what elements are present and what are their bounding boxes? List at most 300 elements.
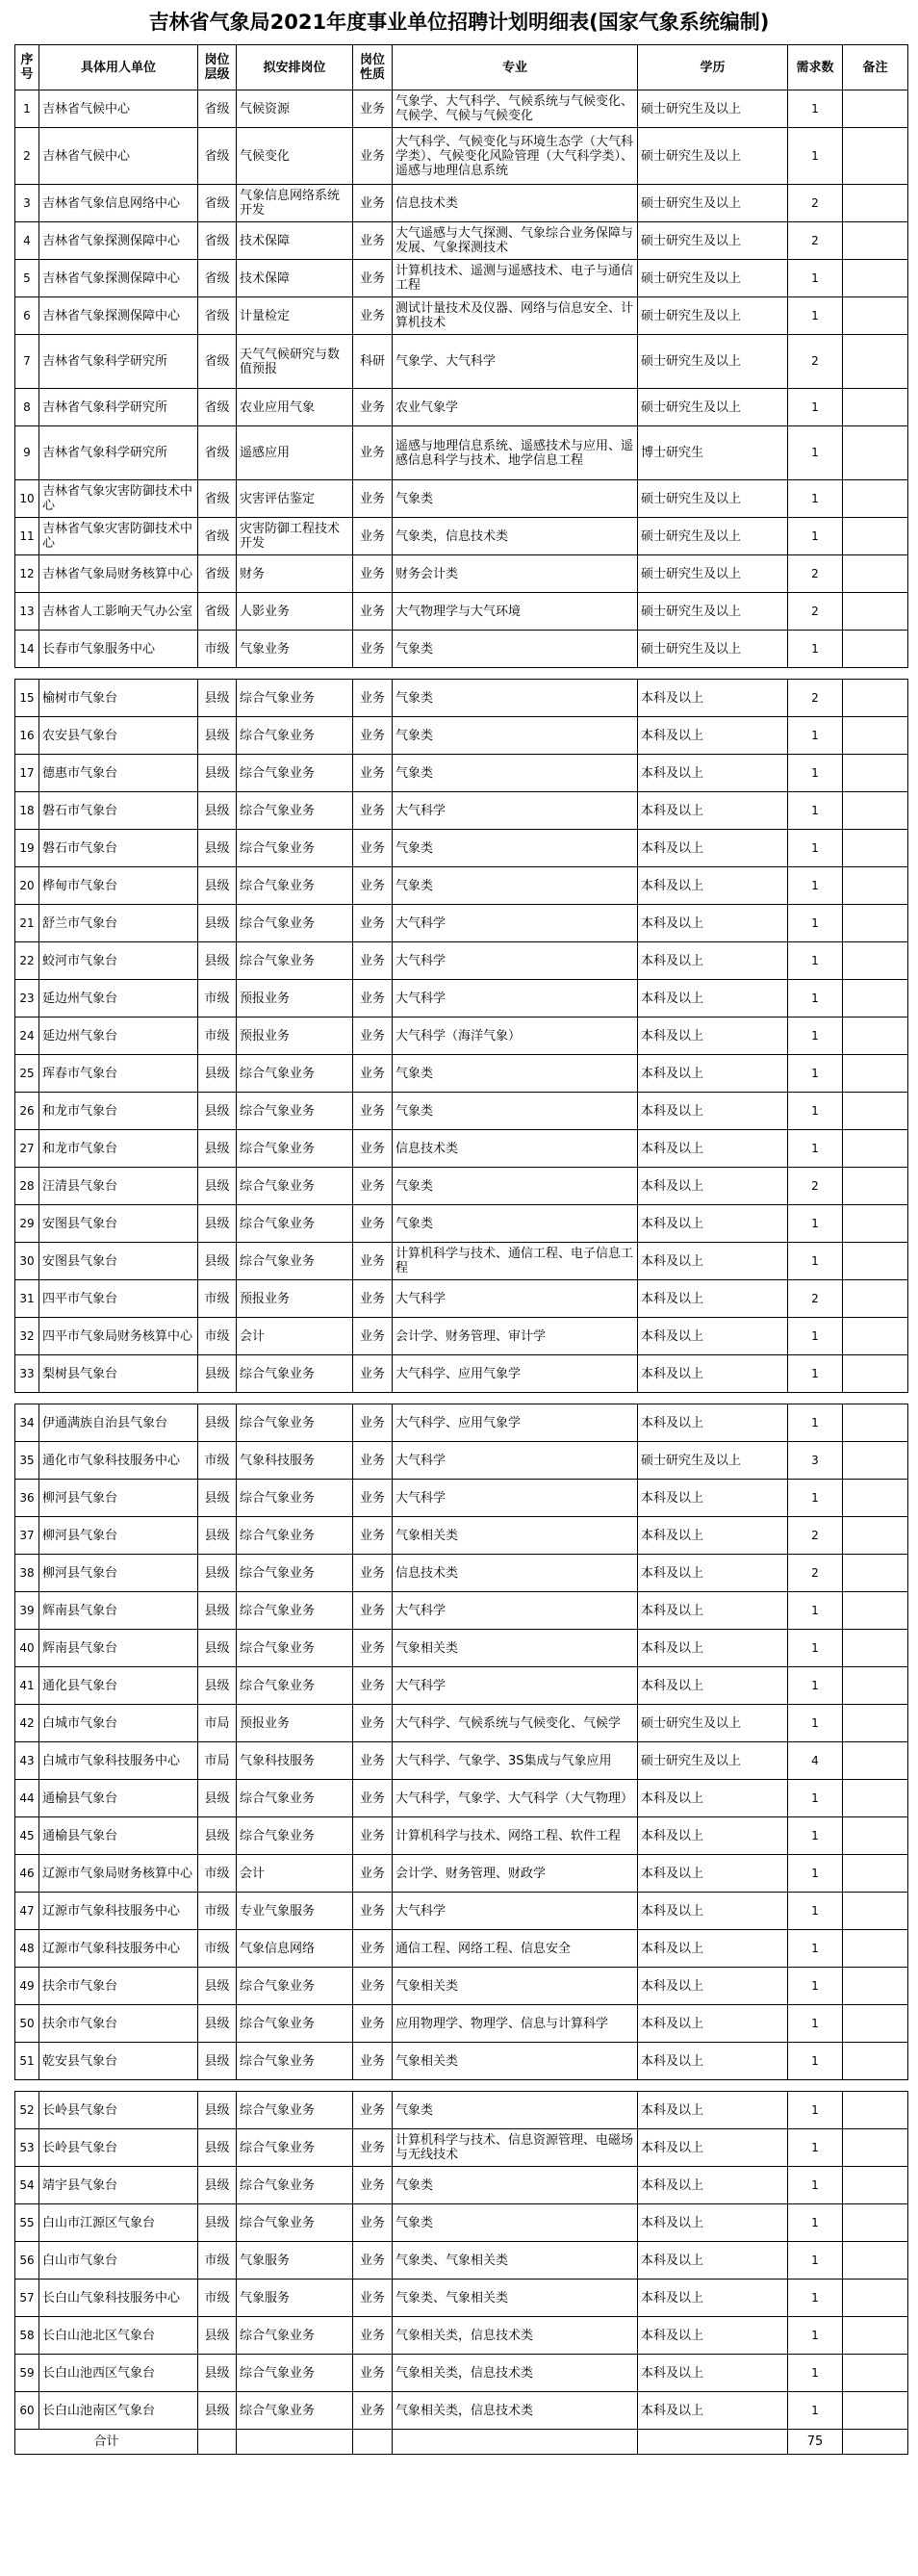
- cell-unit: 吉林省气象灾害防御技术中心: [38, 480, 197, 517]
- cell-education: 硕士研究生及以上: [637, 518, 787, 554]
- cell-no: 12: [14, 555, 38, 592]
- cell-count: 3: [787, 1442, 842, 1479]
- cell-count: 1: [787, 90, 842, 127]
- cell-nature: 业务: [352, 1780, 392, 1816]
- cell-nature: 业务: [352, 1555, 392, 1591]
- cell-level: 县级: [197, 1667, 236, 1704]
- cell-count: 2: [787, 593, 842, 630]
- cell-unit: 磐石市气象台: [38, 830, 197, 866]
- cell-major: 大气科学: [392, 942, 637, 979]
- cell-major: 气象相关类，信息技术类: [392, 2317, 637, 2354]
- cell-education: 硕士研究生及以上: [637, 185, 787, 221]
- cell-position: 灾害防御工程技术开发: [236, 518, 352, 554]
- cell-level: 市级: [197, 1855, 236, 1892]
- table-row: [14, 2129, 908, 2167]
- cell-nature: 业务: [352, 2129, 392, 2166]
- cell-level: 县级: [197, 1055, 236, 1092]
- cell-unit: 白城市气象科技服务中心: [38, 1742, 197, 1779]
- cell-education: 本科及以上: [637, 2317, 787, 2354]
- cell-no: 43: [14, 1742, 38, 1779]
- cell-note: [842, 1093, 908, 1129]
- table-row: [14, 1968, 908, 2005]
- cell-no: 5: [14, 260, 38, 296]
- cell-position: 综合气象业务: [236, 830, 352, 866]
- cell-major: 气象学、大气科学、气候系统与气候变化、气候学、气候与气候变化: [392, 90, 637, 127]
- cell-education: 本科及以上: [637, 2092, 787, 2128]
- cell-level: 县级: [197, 1355, 236, 1392]
- cell-major: 信息技术类: [392, 1130, 637, 1167]
- cell-nature: 业务: [352, 867, 392, 904]
- cell-note: [842, 2204, 908, 2241]
- cell-major: 气象类: [392, 2167, 637, 2203]
- cell-major: 会计学、财务管理、审计学: [392, 1318, 637, 1354]
- table-row: [14, 593, 908, 631]
- cell-level: 县级: [197, 2317, 236, 2354]
- cell-education: 本科及以上: [637, 792, 787, 829]
- cell-no: 29: [14, 1205, 38, 1242]
- cell-education: 本科及以上: [637, 1480, 787, 1516]
- cell-note: [842, 867, 908, 904]
- cell-unit: 蛟河市气象台: [38, 942, 197, 979]
- cell-major: 大气科学，气象学、大气科学（大气物理）: [392, 1780, 637, 1816]
- table-row: [14, 1243, 908, 1280]
- cell-position: 综合气象业务: [236, 792, 352, 829]
- cell-education: 本科及以上: [637, 2129, 787, 2166]
- cell-no: 30: [14, 1243, 38, 1279]
- table-row: [14, 222, 908, 260]
- cell-count: 1: [787, 1968, 842, 2004]
- cell-education: 硕士研究生及以上: [637, 389, 787, 425]
- cell-count: 2: [787, 555, 842, 592]
- cell-position: 气象业务: [236, 631, 352, 667]
- cell-education: 本科及以上: [637, 680, 787, 716]
- cell-nature: 业务: [352, 1930, 392, 1967]
- cell-count: 2: [787, 1280, 842, 1317]
- table-row: [14, 1592, 908, 1630]
- cell-level: 县级: [197, 1630, 236, 1666]
- cell-note: [842, 1480, 908, 1516]
- cell-unit: 长白山池南区气象台: [38, 2392, 197, 2429]
- cell-unit: 辽源市气象局财务核算中心: [38, 1855, 197, 1892]
- cell-position: 综合气象业务: [236, 1817, 352, 1854]
- cell-education: 本科及以上: [637, 1968, 787, 2004]
- cell-position: 综合气象业务: [236, 2355, 352, 2391]
- table-row: [14, 1555, 908, 1592]
- table-row: [14, 2092, 908, 2129]
- cell-count: 1: [787, 518, 842, 554]
- cell-nature: 业务: [352, 1055, 392, 1092]
- cell-no: 60: [14, 2392, 38, 2429]
- table-row: [14, 555, 908, 593]
- cell-major: 大气科学、应用气象学: [392, 1404, 637, 1441]
- cell-position: 综合气象业务: [236, 942, 352, 979]
- total-row: [14, 2430, 908, 2455]
- cell-no: 13: [14, 593, 38, 630]
- cell-note: [842, 1243, 908, 1279]
- cell-count: 1: [787, 426, 842, 479]
- cell-major: 大气科学: [392, 1280, 637, 1317]
- cell-note: [842, 1592, 908, 1629]
- cell-unit: 吉林省气象科学研究所: [38, 335, 197, 388]
- cell-nature: 业务: [352, 90, 392, 127]
- cell-level: 县级: [197, 830, 236, 866]
- cell-position: 综合气象业务: [236, 2129, 352, 2166]
- cell-nature: 业务: [352, 1442, 392, 1479]
- cell-major: 农业气象学: [392, 389, 637, 425]
- cell-nature: 业务: [352, 128, 392, 184]
- cell-unit: 梨树县气象台: [38, 1355, 197, 1392]
- cell-education: 硕士研究生及以上: [637, 593, 787, 630]
- cell-note: [842, 2242, 908, 2279]
- cell-education: 本科及以上: [637, 1168, 787, 1204]
- cell-position: 会计: [236, 1318, 352, 1354]
- cell-nature: 业务: [352, 905, 392, 941]
- cell-education: 本科及以上: [637, 1093, 787, 1129]
- cell-unit: 通化县气象台: [38, 1667, 197, 1704]
- cell-education: 本科及以上: [637, 1205, 787, 1242]
- cell-count: 1: [787, 2005, 842, 2042]
- table-row: [14, 1817, 908, 1855]
- cell-count: 4: [787, 1742, 842, 1779]
- cell-no: 32: [14, 1318, 38, 1354]
- cell-major: 计算机技术、遥测与遥感技术、电子与通信工程: [392, 260, 637, 296]
- cell-position: 综合气象业务: [236, 1555, 352, 1591]
- cell-nature: 业务: [352, 480, 392, 517]
- cell-nature: 业务: [352, 1205, 392, 1242]
- cell-note: [842, 1404, 908, 1441]
- cell-position: 气候资源: [236, 90, 352, 127]
- cell-note: [842, 222, 908, 259]
- cell-note: [842, 260, 908, 296]
- cell-level: 县级: [197, 1168, 236, 1204]
- cell-position: 灾害评估鉴定: [236, 480, 352, 517]
- cell-major: 财务会计类: [392, 555, 637, 592]
- cell-position: 综合气象业务: [236, 1592, 352, 1629]
- header-position: 拟安排岗位: [236, 45, 352, 90]
- cell-no: 48: [14, 1930, 38, 1967]
- cell-education: 本科及以上: [637, 830, 787, 866]
- cell-no: 16: [14, 717, 38, 754]
- cell-position: 综合气象业务: [236, 1243, 352, 1279]
- cell-major: 测试计量技术及仪器、网络与信息安全、计算机技术: [392, 297, 637, 334]
- cell-level: 县级: [197, 1404, 236, 1441]
- cell-education: 硕士研究生及以上: [637, 631, 787, 667]
- cell-education: 硕士研究生及以上: [637, 555, 787, 592]
- cell-no: 4: [14, 222, 38, 259]
- cell-major: 气象类: [392, 1055, 637, 1092]
- table-row: [14, 755, 908, 792]
- cell-nature: 业务: [352, 2005, 392, 2042]
- cell-nature: 业务: [352, 1404, 392, 1441]
- cell-count: 2: [787, 680, 842, 716]
- cell-note: [842, 1630, 908, 1666]
- cell-count: 2: [787, 335, 842, 388]
- table-row: [14, 1855, 908, 1893]
- cell-unit: 榆树市气象台: [38, 680, 197, 716]
- cell-education: 硕士研究生及以上: [637, 1442, 787, 1479]
- cell-note: [842, 1893, 908, 1929]
- page-title: 吉林省气象局2021年度事业单位招聘计划明细表(国家气象系统编制): [148, 11, 770, 34]
- cell-count: 1: [787, 1055, 842, 1092]
- cell-no: 59: [14, 2355, 38, 2391]
- cell-level: 县级: [197, 1780, 236, 1816]
- cell-major: 气象类: [392, 631, 637, 667]
- cell-level: 县级: [197, 1555, 236, 1591]
- cell-nature: 业务: [352, 1168, 392, 1204]
- table-row: [14, 480, 908, 518]
- cell-no: 56: [14, 2242, 38, 2279]
- cell-nature: 业务: [352, 2204, 392, 2241]
- cell-unit: 农安县气象台: [38, 717, 197, 754]
- cell-position: 预报业务: [236, 1705, 352, 1741]
- cell-position: 综合气象业务: [236, 680, 352, 716]
- cell-unit: 德惠市气象台: [38, 755, 197, 791]
- cell-education: 本科及以上: [637, 2392, 787, 2429]
- cell-count: 1: [787, 867, 842, 904]
- cell-major: 大气科学: [392, 1592, 637, 1629]
- cell-note: [842, 1355, 908, 1392]
- cell-major: 气象类: [392, 2092, 637, 2128]
- header-education: 学历: [637, 45, 787, 90]
- cell-nature: 业务: [352, 1630, 392, 1666]
- cell-position: 综合气象业务: [236, 1168, 352, 1204]
- cell-level: 县级: [197, 2355, 236, 2391]
- cell-education: 博士研究生: [637, 426, 787, 479]
- cell-education: 本科及以上: [637, 867, 787, 904]
- cell-level: 县级: [197, 2092, 236, 2128]
- cell-major: 气象相关类: [392, 1968, 637, 2004]
- cell-position: 技术保障: [236, 222, 352, 259]
- cell-note: [842, 942, 908, 979]
- table-row: [14, 1667, 908, 1705]
- cell-level: 县级: [197, 2204, 236, 2241]
- table-row: [14, 1442, 908, 1480]
- cell-count: 1: [787, 755, 842, 791]
- cell-level: 县级: [197, 1243, 236, 1279]
- cell-count: 1: [787, 1243, 842, 1279]
- cell-level: 县级: [197, 2167, 236, 2203]
- cell-level: 市级: [197, 2280, 236, 2316]
- cell-no: 53: [14, 2129, 38, 2166]
- cell-count: 1: [787, 1592, 842, 1629]
- cell-count: 1: [787, 2092, 842, 2128]
- table-row: [14, 518, 908, 555]
- cell-position: 综合气象业务: [236, 1205, 352, 1242]
- cell-position: 综合气象业务: [236, 867, 352, 904]
- header-level: 岗位层级: [197, 45, 236, 90]
- cell-major: 大气科学、应用气象学: [392, 1355, 637, 1392]
- table-row: [14, 1742, 908, 1780]
- cell-position: 综合气象业务: [236, 2005, 352, 2042]
- cell-education: 本科及以上: [637, 755, 787, 791]
- cell-position: 气象服务: [236, 2242, 352, 2279]
- cell-unit: 和龙市气象台: [38, 1130, 197, 1167]
- cell-count: 1: [787, 2043, 842, 2079]
- cell-major: 计算机科学与技术、信息资源管理、电磁场与无线技术: [392, 2129, 637, 2166]
- cell-unit: 四平市气象台: [38, 1280, 197, 1317]
- cell-count: 1: [787, 1480, 842, 1516]
- cell-education: 本科及以上: [637, 1355, 787, 1392]
- table-row: [14, 680, 908, 717]
- cell-level: 县级: [197, 2392, 236, 2429]
- cell-level: 省级: [197, 555, 236, 592]
- cell-level: 省级: [197, 389, 236, 425]
- cell-unit: 柳河县气象台: [38, 1480, 197, 1516]
- cell-level: 市级: [197, 631, 236, 667]
- cell-nature: 业务: [352, 1318, 392, 1354]
- cell-note: [842, 1318, 908, 1354]
- cell-count: 2: [787, 185, 842, 221]
- cell-position: 气象信息网络: [236, 1930, 352, 1967]
- cell-major: 气象学、大气科学: [392, 335, 637, 388]
- cell-nature: 业务: [352, 2392, 392, 2429]
- cell-note: [842, 2355, 908, 2391]
- cell-education: 硕士研究生及以上: [637, 480, 787, 517]
- cell-major: 气象相关类: [392, 1517, 637, 1554]
- table-row: [14, 2005, 908, 2043]
- cell-position: 计量检定: [236, 297, 352, 334]
- cell-position: 农业应用气象: [236, 389, 352, 425]
- table-row: [14, 2043, 908, 2080]
- cell-note: [842, 1930, 908, 1967]
- cell-unit: 辉南县气象台: [38, 1630, 197, 1666]
- cell-count: 1: [787, 942, 842, 979]
- row-separator: [14, 1393, 908, 1404]
- cell-education: 本科及以上: [637, 1667, 787, 1704]
- cell-note: [842, 792, 908, 829]
- cell-unit: 辉南县气象台: [38, 1592, 197, 1629]
- cell-count: 1: [787, 2317, 842, 2354]
- cell-education: 本科及以上: [637, 1018, 787, 1054]
- cell-level: 县级: [197, 1130, 236, 1167]
- cell-unit: 汪清县气象台: [38, 1168, 197, 1204]
- cell-level: 市级: [197, 1280, 236, 1317]
- table-row: [14, 2392, 908, 2430]
- cell-education: 本科及以上: [637, 2204, 787, 2241]
- cell-no: 42: [14, 1705, 38, 1741]
- cell-unit: 长岭县气象台: [38, 2129, 197, 2166]
- cell-level: 省级: [197, 335, 236, 388]
- cell-unit: 吉林省人工影响天气办公室: [38, 593, 197, 630]
- cell-count: 1: [787, 1893, 842, 1929]
- cell-no: 22: [14, 942, 38, 979]
- cell-no: 9: [14, 426, 38, 479]
- cell-no: 39: [14, 1592, 38, 1629]
- row-separator: [14, 668, 908, 679]
- cell-major: 大气科学（海洋气象）: [392, 1018, 637, 1054]
- cell-unit: 伊通满族自治县气象台: [38, 1404, 197, 1441]
- cell-note: [842, 518, 908, 554]
- cell-position: 综合气象业务: [236, 905, 352, 941]
- cell-major: 大气科学、气候变化与环境生态学（大气科学类）、气候变化风险管理（大气科学类）、遥感与地理信息系统: [392, 128, 637, 184]
- table-row: [14, 1205, 908, 1243]
- cell-nature: 业务: [352, 1705, 392, 1741]
- cell-major: 遥感与地理信息系统、遥感技术与应用、遥感信息科学与技术、地学信息工程: [392, 426, 637, 479]
- cell-position: 气象科技服务: [236, 1442, 352, 1479]
- cell-count: 2: [787, 1555, 842, 1591]
- cell-nature: 业务: [352, 297, 392, 334]
- cell-nature: 业务: [352, 1480, 392, 1516]
- table-row: [14, 1355, 908, 1393]
- total-count: 75: [787, 2430, 842, 2454]
- cell-nature: 业务: [352, 680, 392, 716]
- cell-note: [842, 426, 908, 479]
- cell-level: 市级: [197, 980, 236, 1017]
- cell-level: 省级: [197, 518, 236, 554]
- cell-position: 综合气象业务: [236, 2043, 352, 2079]
- table-row: [14, 2355, 908, 2392]
- cell-note: [842, 2430, 908, 2454]
- cell-note: [842, 1780, 908, 1816]
- cell-nature: 业务: [352, 1817, 392, 1854]
- cell-level: 县级: [197, 1517, 236, 1554]
- cell-major: 应用物理学、物理学、信息与计算科学: [392, 2005, 637, 2042]
- cell-note: [842, 1018, 908, 1054]
- table-row: [14, 1318, 908, 1355]
- cell-unit: 长白山气象科技服务中心: [38, 2280, 197, 2316]
- cell-level: 市级: [197, 1893, 236, 1929]
- cell-count: 1: [787, 905, 842, 941]
- cell-level: 省级: [197, 480, 236, 517]
- cell-position: 财务: [236, 555, 352, 592]
- cell-position: 综合气象业务: [236, 1404, 352, 1441]
- cell-nature: 业务: [352, 1093, 392, 1129]
- cell-unit: 吉林省气候中心: [38, 90, 197, 127]
- cell-education: 本科及以上: [637, 1780, 787, 1816]
- cell-position: 遥感应用: [236, 426, 352, 479]
- cell-level: 省级: [197, 297, 236, 334]
- cell-education: 硕士研究生及以上: [637, 128, 787, 184]
- cell-position: 天气气候研究与数值预报: [236, 335, 352, 388]
- cell-position: 综合气象业务: [236, 1630, 352, 1666]
- cell-major: 气象类: [392, 1093, 637, 1129]
- cell-nature: 业务: [352, 2167, 392, 2203]
- cell-no: 58: [14, 2317, 38, 2354]
- cell-unit: 吉林省气象科学研究所: [38, 426, 197, 479]
- cell-nature: 业务: [352, 555, 392, 592]
- cell-no: 37: [14, 1517, 38, 1554]
- cell-unit: 和龙市气象台: [38, 1093, 197, 1129]
- cell-level: 县级: [197, 1480, 236, 1516]
- cell-nature: 业务: [352, 1968, 392, 2004]
- cell-level: 县级: [197, 2005, 236, 2042]
- cell-position: 人影业务: [236, 593, 352, 630]
- cell-education: 本科及以上: [637, 1318, 787, 1354]
- cell-nature: 业务: [352, 260, 392, 296]
- cell-count: 1: [787, 128, 842, 184]
- cell-note: [842, 185, 908, 221]
- cell-education: 本科及以上: [637, 2280, 787, 2316]
- cell-no: 47: [14, 1893, 38, 1929]
- row-separator: [14, 2080, 908, 2091]
- cell-count: 1: [787, 792, 842, 829]
- cell-unit: 延边州气象台: [38, 980, 197, 1017]
- cell-position: 综合气象业务: [236, 1055, 352, 1092]
- cell-no: 26: [14, 1093, 38, 1129]
- cell-level: 县级: [197, 867, 236, 904]
- cell-position: 综合气象业务: [236, 755, 352, 791]
- cell-no: 3: [14, 185, 38, 221]
- cell-nature: 业务: [352, 2317, 392, 2354]
- cell-count: 1: [787, 1667, 842, 1704]
- cell-position: 专业气象服务: [236, 1893, 352, 1929]
- cell-major: 大气物理学与大气环境: [392, 593, 637, 630]
- cell-unit: 长白山池北区气象台: [38, 2317, 197, 2354]
- cell-note: [842, 680, 908, 716]
- cell-nature: 业务: [352, 1855, 392, 1892]
- cell-count: 1: [787, 1855, 842, 1892]
- cell-count: 1: [787, 2355, 842, 2391]
